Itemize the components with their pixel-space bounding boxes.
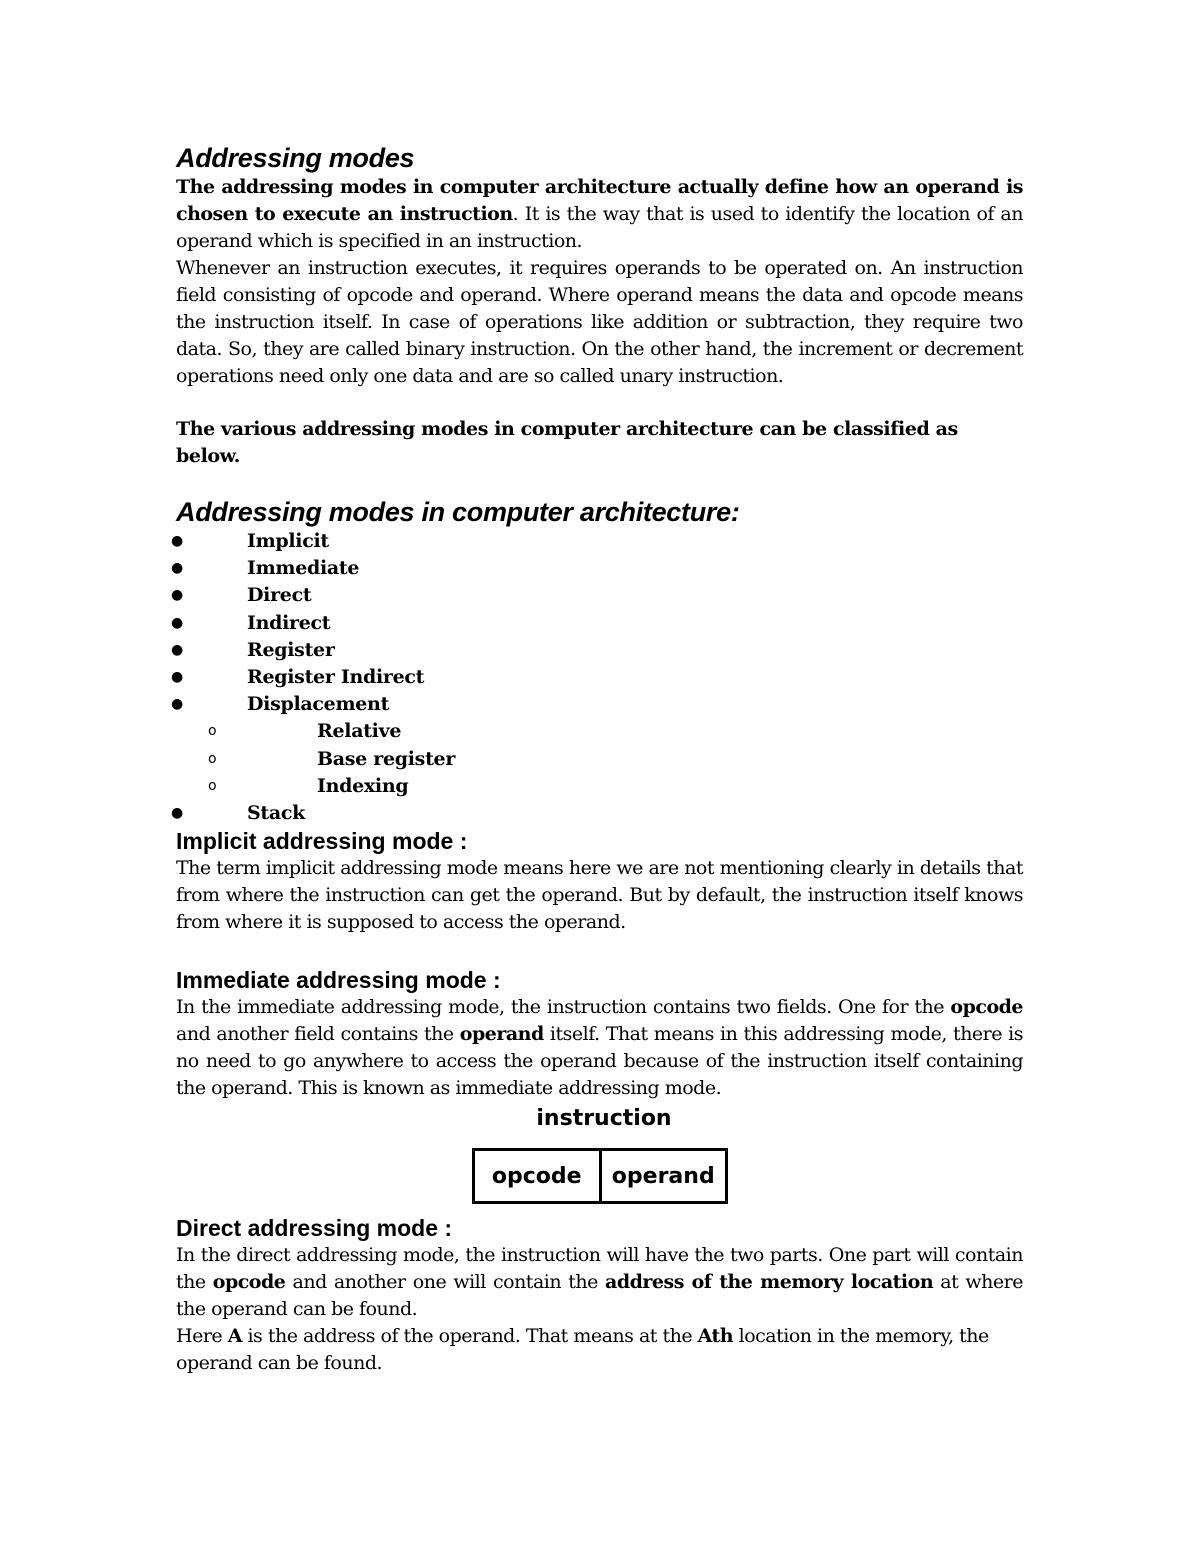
opcode-cell: opcode <box>475 1151 602 1201</box>
bullet-icon: ● <box>171 641 183 658</box>
sub-list-item <box>176 718 1023 745</box>
circle-bullet-icon: o <box>208 723 217 740</box>
list-item <box>171 528 1023 555</box>
list-item <box>171 691 1023 718</box>
circle-bullet-icon: o <box>208 750 217 767</box>
mode-label: Base register <box>317 747 456 770</box>
list-item <box>171 555 1023 582</box>
text-run: and another one will contain the <box>285 1271 606 1294</box>
text-run: itself. That means in this addressing mode, there is no need to go anywhere to access the operand because of the instruction itself containing the operand. This is known as immediate addressing mode. <box>176 1023 1023 1100</box>
implicit-heading: Implicit addressing mode : <box>176 828 468 855</box>
text-run: In the immediate addressing mode, the instruction contains two fields. One for the <box>176 996 951 1019</box>
instruction-format-box <box>472 1148 728 1204</box>
bullet-icon: ● <box>171 533 183 549</box>
bullet-icon: ● <box>171 560 183 577</box>
list-item <box>171 582 1023 609</box>
bold-run: opcode <box>950 996 1023 1019</box>
modes-list <box>171 528 1023 827</box>
list-item <box>171 610 1023 637</box>
text-run: In the direct addressing mode, the instruction will have the two parts. One part will contain the <box>176 1244 1023 1294</box>
page-title: Addressing modes <box>176 143 415 173</box>
list-item <box>171 800 1023 827</box>
text-run: is the address of the operand. That means at the <box>241 1325 698 1348</box>
intro-paragraph <box>176 174 1023 255</box>
document-page <box>171 142 1023 1377</box>
list-item <box>171 637 1023 664</box>
bullet-icon: ● <box>171 805 183 822</box>
bullet-icon: ● <box>171 669 183 686</box>
mode-label: Indexing <box>317 774 409 797</box>
mode-label: Register Indirect <box>247 666 425 689</box>
immediate-heading: Immediate addressing mode : <box>176 967 501 994</box>
mode-label: Register <box>247 638 335 661</box>
bullet-icon: ● <box>171 614 183 631</box>
text-run: at where the operand can be found. <box>176 1271 1023 1321</box>
text-run: location in the memory, the operand can be found. <box>176 1325 989 1375</box>
sub-list-item <box>176 746 1023 773</box>
intro-rest: . It is the way that is used to identify the location of an operand which is specified in an instruction. <box>176 203 1023 252</box>
bullet-icon: ● <box>171 587 183 604</box>
intro-bold: The addressing modes in computer architecture actually define how an operand is chosen to execute an instruction <box>176 176 1023 225</box>
mode-label: Implicit <box>247 530 329 552</box>
text-run: Here <box>176 1325 228 1348</box>
bold-run: Ath <box>697 1325 734 1348</box>
instruction-diagram <box>176 1104 1023 1208</box>
sub-list-item <box>176 773 1023 800</box>
bold-run: operand <box>459 1023 544 1046</box>
bold-run: A <box>227 1325 242 1348</box>
operands-paragraph: Whenever an instruction executes, it requires operands to be operated on. An instruction field consisting of opcode and operand. Where operand means the data and opcode means the instruction itself. In case of operations like addition or subtraction, they require two data. So, they are called binary instruction. On the other hand, the increment or decrement operations need only one data and are so called unary instruction. <box>176 257 1023 387</box>
text-run: and another field contains the <box>176 1023 460 1046</box>
mode-label: Relative <box>317 720 402 743</box>
mode-label: Immediate <box>247 557 360 580</box>
bold-run: opcode <box>212 1271 286 1294</box>
list-heading: Addressing modes in computer architecture: <box>176 497 740 527</box>
circle-bullet-icon: o <box>208 777 217 794</box>
diagram-title: instruction <box>536 1106 672 1132</box>
operand-cell: operand <box>611 1163 715 1189</box>
direct-paragraph <box>176 1242 1023 1323</box>
mode-label: Direct <box>247 584 312 607</box>
bold-run: address of the memory location <box>605 1271 934 1294</box>
direct-paragraph-2 <box>176 1323 1023 1377</box>
implicit-paragraph: The term implicit addressing mode means here we are not mentioning clearly in details that from where the instruction can get the operand. But by default, the instruction itself knows from where it is supposed to access the operand. <box>176 857 1023 934</box>
mode-label: Displacement <box>247 693 390 716</box>
direct-heading: Direct addressing mode : <box>176 1215 453 1242</box>
list-item <box>171 664 1023 691</box>
mode-label: Stack <box>247 802 306 825</box>
bullet-icon: ● <box>171 696 183 713</box>
classified-line: The various addressing modes in computer architecture can be classified as below. <box>176 418 958 467</box>
immediate-paragraph <box>176 994 1023 1102</box>
mode-label: Indirect <box>247 611 331 634</box>
